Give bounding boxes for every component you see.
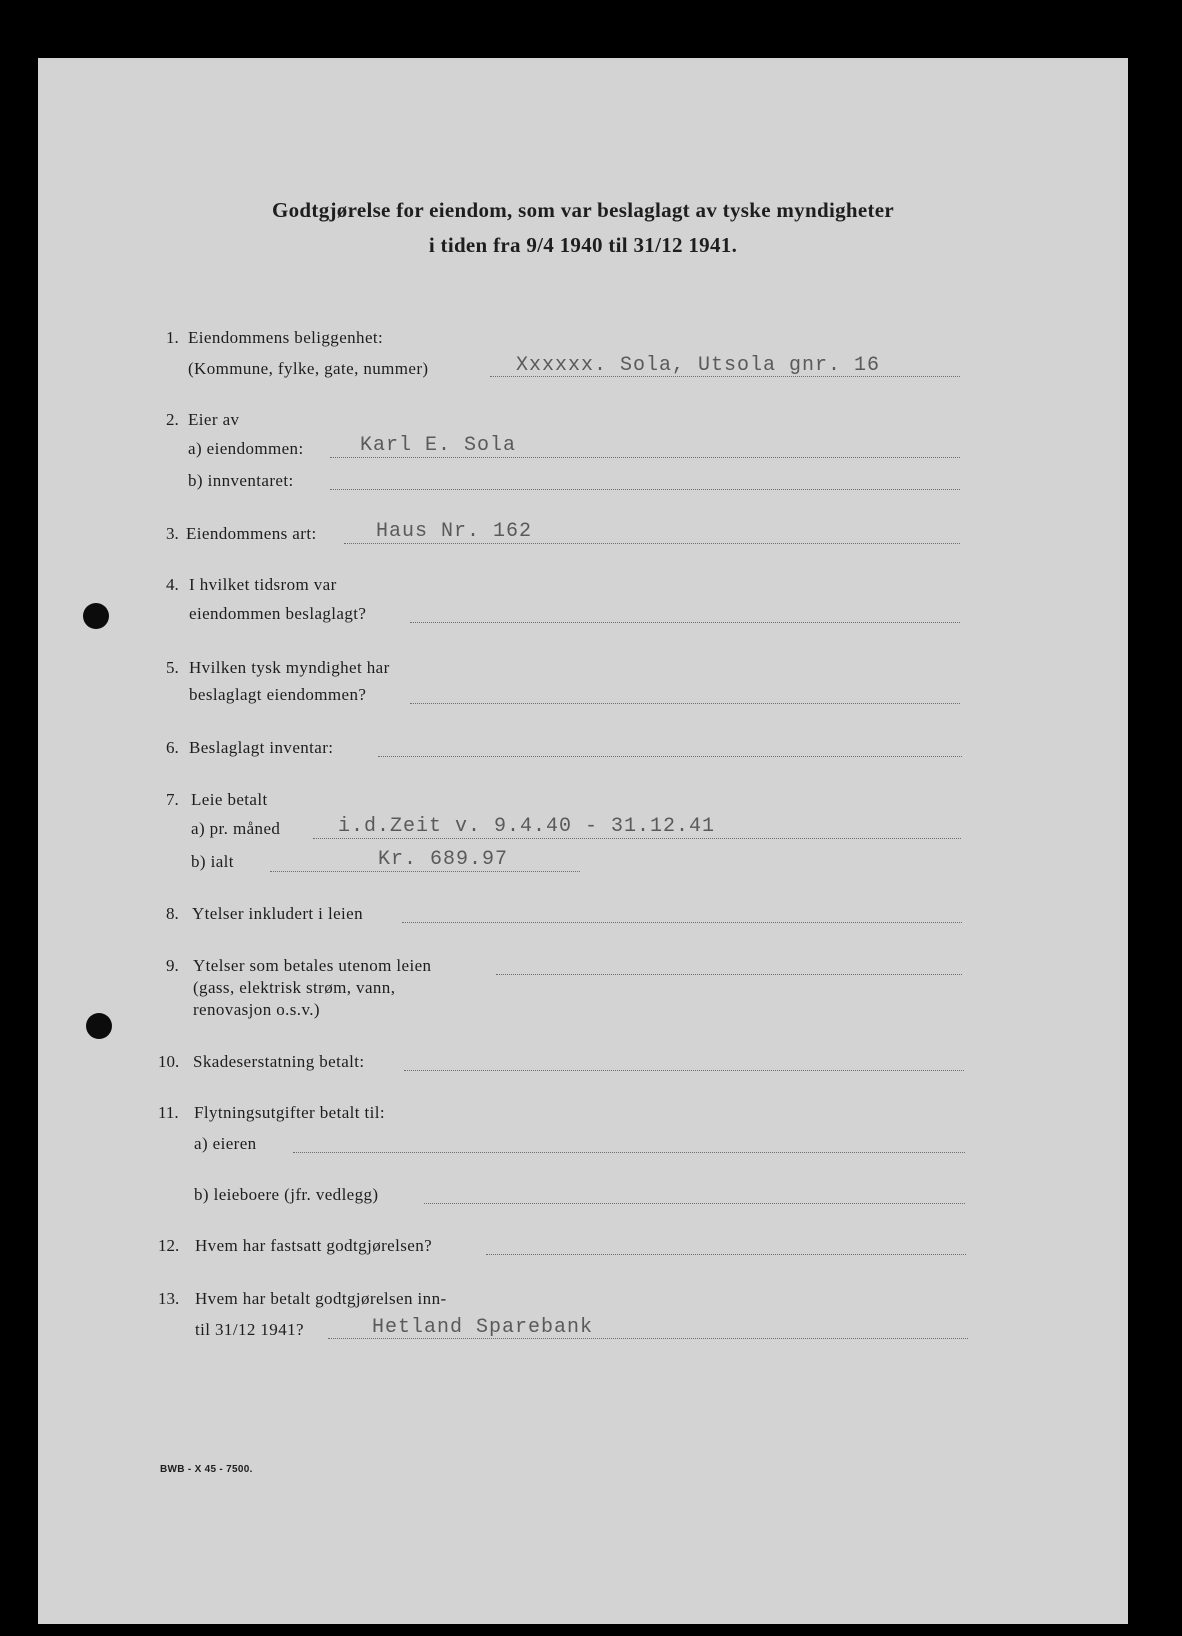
- item-6-label: Beslaglagt inventar:: [189, 738, 334, 757]
- item-2b-line[interactable]: [330, 489, 960, 490]
- item-2b-label: b) innventaret:: [188, 471, 294, 490]
- item-13-value[interactable]: Hetland Sparebank: [372, 1316, 594, 1339]
- item-11b-label: b) leieboere (jfr. vedlegg): [194, 1185, 379, 1204]
- item-2-label: Eier av: [188, 410, 240, 429]
- item-13-sublabel: til 31/12 1941?: [195, 1320, 304, 1339]
- item-9-label: Ytelser som betales utenom leien: [193, 956, 432, 975]
- item-4-line[interactable]: [410, 622, 960, 623]
- item-9-sublabel-1: (gass, elektrisk strøm, vann,: [193, 978, 396, 997]
- item-5-line[interactable]: [410, 703, 960, 704]
- item-4-label: I hvilket tidsrom var: [189, 575, 337, 594]
- item-7a-line: [313, 838, 961, 839]
- item-6-number: 6.: [166, 738, 179, 757]
- item-1-number: 1.: [166, 328, 179, 347]
- item-13-number: 13.: [158, 1289, 180, 1308]
- item-12-line[interactable]: [486, 1254, 966, 1255]
- item-7b-value[interactable]: Kr. 689.97: [378, 848, 509, 871]
- item-8-number: 8.: [166, 904, 179, 923]
- item-2a-value[interactable]: Karl E. Sola: [360, 434, 517, 457]
- item-7a-label: a) pr. måned: [191, 819, 281, 838]
- item-11-number: 11.: [158, 1103, 179, 1122]
- item-3-value[interactable]: Haus Nr. 162: [376, 520, 533, 543]
- item-7-label: Leie betalt: [191, 790, 268, 809]
- item-7a-value[interactable]: i.d.Zeit v. 9.4.40 - 31.12.41: [338, 815, 716, 838]
- item-8-line[interactable]: [402, 922, 962, 923]
- item-11-label: Flytningsutgifter betalt til:: [194, 1103, 386, 1122]
- item-6-line[interactable]: [378, 756, 962, 757]
- item-3-line: [344, 543, 960, 544]
- item-13-label: Hvem har betalt godtgjørelsen inn-: [195, 1289, 447, 1308]
- item-5-number: 5.: [166, 658, 179, 677]
- form-title: Godtgjørelse for eiendom, som var beslaglagt av tyske myndigheter: [271, 198, 895, 222]
- item-5-label: Hvilken tysk myndighet har: [189, 658, 390, 677]
- item-7-number: 7.: [166, 790, 179, 809]
- item-10-number: 10.: [158, 1052, 180, 1071]
- item-4-number: 4.: [166, 575, 179, 594]
- item-2a-line: [330, 457, 960, 458]
- form-page: [38, 58, 1128, 1624]
- item-9-number: 9.: [166, 956, 179, 975]
- item-3-label: Eiendommens art:: [186, 524, 317, 543]
- item-11a-line[interactable]: [293, 1152, 965, 1153]
- form-code: BWB - X 45 - 7500.: [160, 1464, 253, 1475]
- punch-hole-top: [83, 603, 109, 629]
- item-9-sublabel-2: renovasjon o.s.v.): [193, 1000, 320, 1019]
- item-9-line[interactable]: [496, 974, 962, 975]
- item-7b-label: b) ialt: [191, 852, 234, 871]
- item-3-number: 3.: [166, 524, 179, 543]
- punch-hole-bottom: [86, 1013, 112, 1039]
- item-1-sublabel: (Kommune, fylke, gate, nummer): [188, 359, 429, 378]
- item-12-number: 12.: [158, 1236, 180, 1255]
- item-7b-line: [270, 871, 580, 872]
- item-4-sublabel: eiendommen beslaglagt?: [189, 604, 367, 623]
- item-10-label: Skadeserstatning betalt:: [193, 1052, 365, 1071]
- item-8-label: Ytelser inkludert i leien: [192, 904, 363, 923]
- item-2a-label: a) eiendommen:: [188, 439, 304, 458]
- item-12-label: Hvem har fastsatt godtgjørelsen?: [195, 1236, 433, 1255]
- item-2-number: 2.: [166, 410, 179, 429]
- item-11b-line[interactable]: [424, 1203, 965, 1204]
- item-10-line[interactable]: [404, 1070, 964, 1071]
- form-subtitle: i tiden fra 9/4 1940 til 31/12 1941.: [428, 233, 738, 257]
- item-5-sublabel: beslaglagt eiendommen?: [189, 685, 367, 704]
- item-1-label: Eiendommens beliggenhet:: [188, 328, 384, 347]
- item-11a-label: a) eieren: [194, 1134, 257, 1153]
- item-1-value[interactable]: Xxxxxx. Sola, Utsola gnr. 16: [516, 354, 881, 377]
